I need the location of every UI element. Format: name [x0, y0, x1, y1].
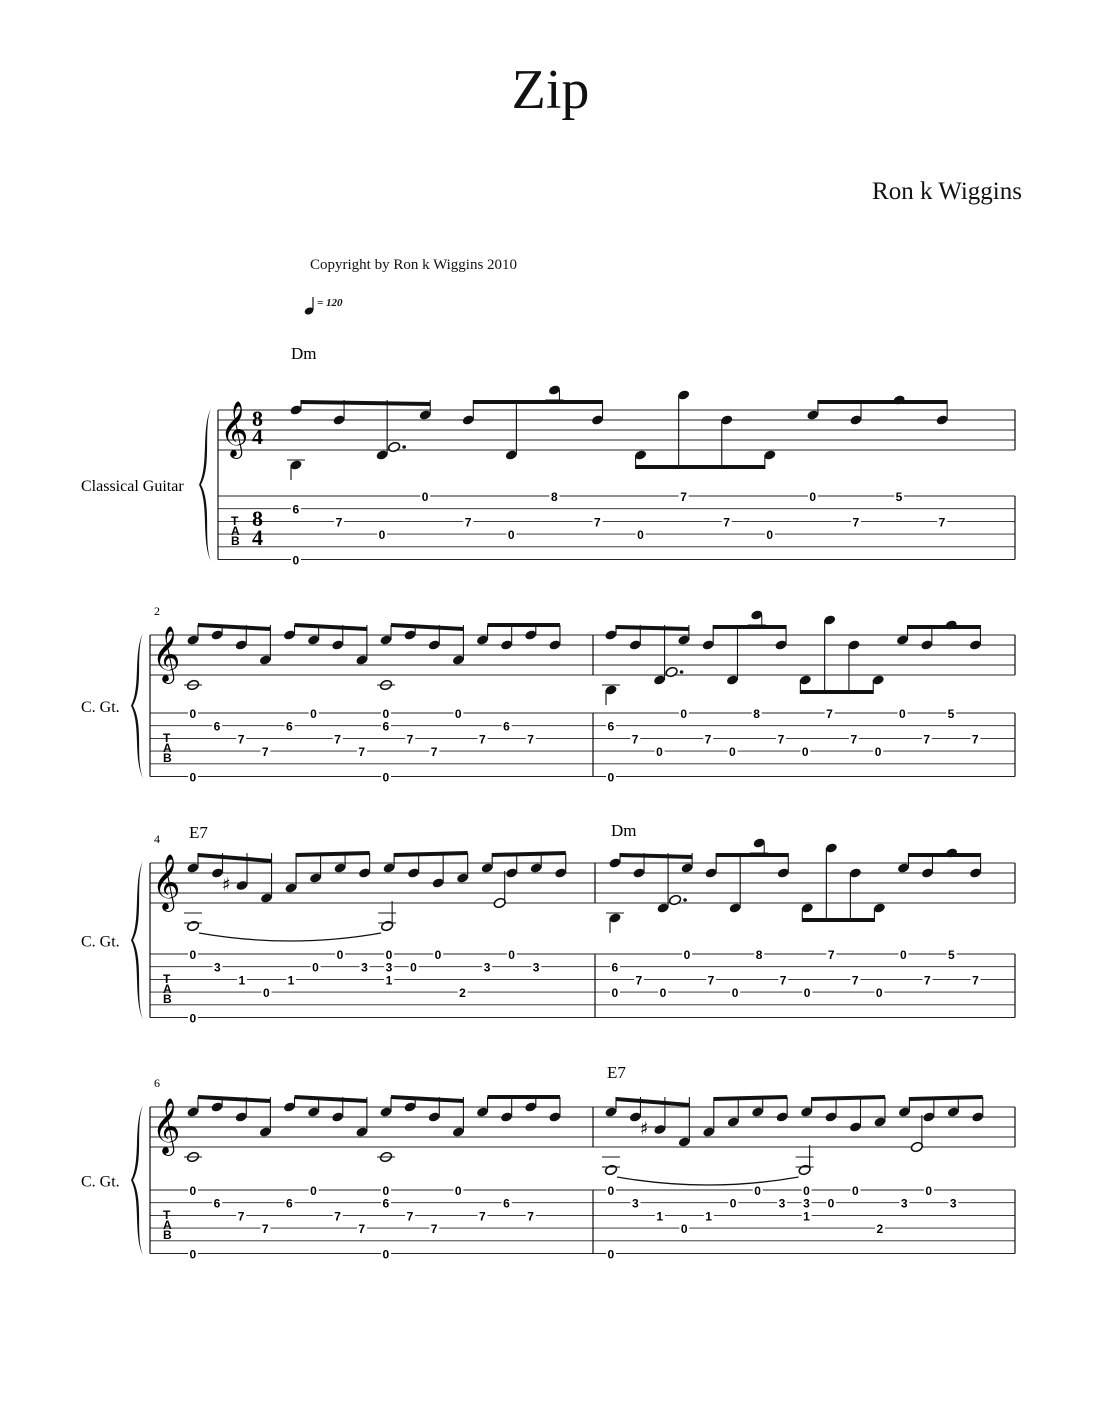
note-beam — [714, 1095, 787, 1101]
tab-fret-number: 5 — [947, 707, 955, 721]
note-beam — [908, 853, 980, 857]
note-beam — [391, 623, 463, 631]
system-brace — [199, 408, 211, 562]
melody-note — [462, 400, 475, 426]
tab-fret-number: 7 — [479, 732, 486, 747]
bass-note — [387, 441, 405, 453]
chord-symbol: Dm — [291, 344, 317, 363]
tab-fret-number: 0 — [410, 960, 417, 975]
tab-fret-number: 7 — [594, 515, 601, 530]
tab-fret-number: 0 — [189, 770, 197, 785]
tab-fret-number: 0 — [189, 948, 197, 962]
melody-note — [456, 853, 469, 884]
tab-clef-letter: T — [231, 514, 239, 528]
tab-fret-number: 0 — [189, 1247, 197, 1262]
tab-fret-number: 7 — [938, 515, 946, 530]
melody-note — [824, 1097, 837, 1123]
bar-number: 4 — [154, 832, 160, 846]
melody-note — [971, 1097, 984, 1123]
melody-note — [309, 853, 322, 884]
melody-note — [505, 853, 518, 879]
tab-fret-number: 7 — [464, 515, 472, 530]
tab-fret-number: 1 — [238, 973, 246, 988]
note-beam — [800, 690, 873, 694]
melody-note — [554, 853, 567, 879]
tab-fret-number: 6 — [503, 719, 510, 734]
tab-fret-number: 3 — [483, 960, 491, 975]
instrument-name: C. Gt. — [81, 699, 120, 716]
tab-fret-number: 0 — [434, 948, 442, 962]
tab-fret-number: 7 — [406, 1209, 414, 1224]
melody-note — [431, 853, 444, 889]
bass-note — [602, 1157, 620, 1176]
tab-fret-number: 0 — [729, 1196, 737, 1211]
tab-fret-number: 2 — [459, 986, 466, 1001]
tab-time-signature-top: 8 — [252, 506, 263, 531]
tab-fret-number: 7 — [527, 732, 534, 747]
tab-fret-number: 7 — [237, 1209, 245, 1224]
melody-note — [283, 1097, 296, 1113]
tab-fret-number: 3 — [778, 1196, 786, 1211]
note-beam — [296, 851, 370, 857]
tab-clef-letter: A — [163, 741, 172, 755]
bass-note — [377, 679, 395, 691]
sharp-accidental: ♯ — [222, 874, 231, 896]
tab-fret-number: 0 — [382, 1247, 390, 1262]
note-head — [186, 920, 199, 932]
melody-note — [922, 1097, 935, 1123]
inner-note — [910, 1115, 923, 1153]
tab-fret-number: 0 — [310, 1184, 317, 1198]
tab-fret-number: 0 — [656, 745, 663, 760]
tab-fret-number: 0 — [378, 528, 386, 543]
melody-note — [825, 842, 838, 922]
tab-fret-number: 0 — [803, 986, 811, 1001]
tab-fret-number: 6 — [503, 1196, 510, 1211]
tab-fret-number: 0 — [801, 745, 809, 760]
melody-note — [545, 384, 563, 400]
melody-note — [873, 1097, 886, 1128]
melody-note — [500, 1097, 513, 1123]
tab-fret-number: 0 — [382, 770, 390, 785]
note-beam — [908, 625, 981, 629]
tab-fret-number: 0 — [189, 1184, 197, 1198]
tab-clef-letter: A — [231, 524, 240, 538]
tab-fret-number: 7 — [335, 515, 343, 530]
note-beam — [616, 625, 689, 631]
tab-fret-number: 1 — [287, 973, 295, 988]
note-beam — [636, 465, 765, 469]
score-title: Zip — [511, 59, 590, 121]
tab-fret-number: 1 — [656, 1209, 664, 1224]
tempo-value: = 120 — [317, 297, 343, 309]
tab-fret-number: 1 — [803, 1209, 810, 1224]
note-head — [387, 441, 400, 453]
tab-fret-number: 7 — [334, 1209, 341, 1224]
melody-note — [500, 625, 513, 651]
tab-fret-number: 7 — [527, 1209, 534, 1224]
tab-fret-number: 7 — [779, 973, 787, 988]
tab-fret-number: 0 — [508, 948, 515, 962]
augmentation-dot — [680, 670, 684, 674]
tab-fret-number: 6 — [292, 502, 300, 517]
tab-clef-letter: T — [163, 1208, 171, 1222]
tab-fret-number: 6 — [382, 719, 390, 734]
tab-fret-number: 6 — [286, 1196, 293, 1211]
tab-fret-number: 0 — [925, 1184, 933, 1198]
tab-fret-number: 7 — [707, 973, 715, 988]
note-beam — [295, 1095, 367, 1103]
instrument-name: C. Gt. — [81, 933, 120, 951]
melody-note — [701, 625, 714, 651]
tab-fret-number: 7 — [972, 973, 979, 988]
tab-fret-number: 0 — [385, 948, 393, 962]
tab-fret-number: 0 — [507, 528, 515, 543]
tab-fret-number: 3 — [214, 960, 221, 975]
tab-fret-number: 0 — [809, 490, 817, 504]
tab-fret-number: 0 — [292, 553, 300, 568]
tab-fret-number: 8 — [550, 490, 558, 504]
tab-fret-number: 7 — [923, 732, 931, 747]
tab-fret-number: 7 — [924, 973, 931, 988]
melody-note — [763, 449, 776, 469]
tab-fret-number: 7 — [358, 1222, 366, 1237]
system-brace — [131, 633, 143, 779]
melody-note — [289, 400, 302, 416]
tab-fret-number: 0 — [607, 1247, 615, 1262]
tab-time-signature-bottom: 4 — [252, 525, 263, 550]
tab-fret-number: 0 — [607, 1184, 615, 1198]
melody-note — [524, 625, 537, 641]
melody-note — [677, 389, 690, 469]
note-beam — [909, 1095, 982, 1101]
tab-fret-number: 7 — [261, 1222, 269, 1237]
tab-fret-number: 7 — [851, 973, 859, 988]
tab-fret-number: 3 — [803, 1196, 810, 1211]
tab-fret-number: 0 — [683, 948, 691, 962]
tab-fret-number: 0 — [680, 1222, 688, 1237]
tie — [199, 933, 381, 941]
tab-fret-number: 5 — [895, 490, 903, 504]
melody-note — [849, 867, 862, 922]
tab-fret-number: 0 — [637, 528, 644, 543]
tab-fret-number: 6 — [607, 719, 615, 734]
augmentation-dot — [683, 898, 687, 902]
tab-fret-number: 1 — [705, 1209, 712, 1224]
instrument-name: Classical Guitar — [81, 478, 184, 495]
tab-fret-number: 0 — [189, 1011, 197, 1026]
melody-note — [604, 625, 617, 641]
tab-fret-number: 3 — [631, 1196, 639, 1211]
tab-fret-number: 3 — [532, 960, 540, 975]
system-brace — [131, 1105, 143, 1256]
note-beam — [713, 625, 786, 629]
melody-note — [720, 414, 733, 469]
tab-fret-number: 7 — [406, 732, 414, 747]
tab-fret-number: 0 — [607, 770, 615, 785]
bass-note — [668, 894, 686, 906]
tab-fret-number: 7 — [777, 732, 785, 747]
sharp-accidental: ♯ — [639, 1118, 649, 1140]
bass-note — [377, 1151, 395, 1163]
tab-fret-number: 7 — [237, 732, 245, 747]
tab-fret-number: 0 — [659, 986, 667, 1001]
melody-note — [847, 639, 860, 694]
tab-fret-number: 0 — [382, 707, 390, 721]
tab-fret-number: 0 — [312, 960, 319, 975]
tab-fret-number: 7 — [680, 490, 687, 504]
bass-note — [184, 679, 202, 691]
tab-fret-number: 6 — [382, 1196, 390, 1211]
time-signature-top: 8 — [252, 406, 263, 431]
tab-clef-letter: A — [163, 1218, 172, 1232]
tab-fret-number: 7 — [261, 745, 269, 760]
tab-fret-number: 0 — [421, 490, 429, 504]
instrument-name: C. Gt. — [81, 1173, 120, 1191]
tab-clef-letter: A — [163, 982, 172, 996]
note-beam — [620, 853, 692, 859]
note-beam — [488, 623, 560, 627]
note-beam — [716, 853, 788, 857]
tab-clef-letter: B — [231, 534, 240, 548]
melody-note — [407, 853, 420, 879]
tab-fret-number: 1 — [385, 973, 393, 988]
melody-note — [548, 1097, 561, 1123]
tab-fret-number: 6 — [286, 719, 293, 734]
tab-fret-number: 3 — [361, 960, 368, 975]
tab-fret-number: 0 — [454, 1184, 462, 1198]
melody-note — [873, 902, 886, 922]
note-beam — [473, 400, 602, 404]
treble-clef-icon: 𝄞 — [152, 854, 181, 910]
note-beam — [812, 1095, 885, 1101]
tab-fret-number: 7 — [479, 1209, 486, 1224]
note-beam — [818, 400, 947, 404]
composer-name: Ron k Wiggins — [872, 178, 1022, 205]
tab-fret-number: 7 — [852, 515, 860, 530]
system-brace — [131, 861, 143, 1020]
tab-fret-number: 0 — [852, 1184, 859, 1198]
note-beam — [198, 853, 272, 863]
tab-fret-number: 7 — [723, 515, 730, 530]
bass-note — [796, 1145, 814, 1176]
tab-fret-number: 7 — [358, 745, 366, 760]
copyright-notice: Copyright by Ron k Wiggins 2010 — [310, 257, 518, 273]
melody-note — [548, 625, 561, 651]
bass-note — [665, 666, 683, 678]
bass-note — [184, 913, 202, 932]
tab-fret-number: 0 — [875, 986, 883, 1001]
melody-note — [608, 853, 621, 869]
note-head — [665, 666, 678, 678]
chord-symbol: E7 — [607, 1063, 626, 1082]
tab-fret-number: 0 — [754, 1184, 761, 1198]
tab-fret-number: 7 — [635, 973, 643, 988]
tab-fret-number: 0 — [310, 707, 317, 721]
tab-fret-number: 6 — [611, 960, 619, 975]
augmentation-dot — [402, 445, 406, 449]
note-beam — [616, 1097, 689, 1107]
time-signature-bottom: 4 — [252, 424, 263, 449]
tab-fret-number: 0 — [611, 986, 619, 1001]
note-beam — [295, 623, 367, 631]
tab-fret-number: 0 — [336, 948, 344, 962]
tab-fret-number: 8 — [755, 948, 763, 962]
note-beam — [198, 1095, 270, 1103]
tab-clef-letter: T — [163, 731, 171, 745]
melody-note — [358, 853, 371, 879]
chord-symbol: E7 — [189, 823, 208, 842]
tab-fret-number: 0 — [766, 528, 774, 543]
tab-fret-number: 2 — [876, 1222, 884, 1237]
tab-fret-number: 7 — [826, 707, 833, 721]
inner-note — [493, 871, 506, 909]
melody-note — [849, 1097, 862, 1133]
tab-fret-number: 0 — [899, 948, 907, 962]
tab-fret-number: 7 — [850, 732, 858, 747]
tab-fret-number: 0 — [189, 707, 197, 721]
tab-fret-number: 7 — [827, 948, 835, 962]
treble-clef-icon: 𝄞 — [152, 1098, 181, 1154]
chord-symbol: Dm — [611, 821, 637, 840]
melody-note — [524, 1097, 537, 1113]
note-beam — [492, 851, 566, 857]
melody-note — [748, 609, 766, 625]
note-beam — [802, 918, 874, 922]
tab-fret-number: 0 — [731, 986, 739, 1001]
tab-fret-number: 0 — [728, 745, 736, 760]
tab-fret-number: 7 — [704, 732, 712, 747]
bass-note — [287, 459, 305, 480]
bass-note — [184, 1151, 202, 1163]
tab-fret-number: 0 — [454, 707, 462, 721]
tab-fret-number: 6 — [213, 1196, 221, 1211]
tab-fret-number: 3 — [900, 1196, 908, 1211]
bar-number: 6 — [154, 1076, 160, 1090]
tab-fret-number: 0 — [899, 707, 906, 721]
treble-clef-icon: 𝄞 — [152, 626, 181, 682]
tab-fret-number: 0 — [874, 745, 882, 760]
tab-fret-number: 0 — [382, 1184, 390, 1198]
melody-note — [283, 625, 296, 641]
tab-clef-letter: B — [163, 992, 172, 1006]
melody-note — [823, 614, 836, 694]
tab-clef-letter: T — [163, 972, 171, 986]
tab-fret-number: 0 — [263, 986, 270, 1001]
note-beam — [394, 851, 468, 857]
melody-note — [750, 837, 768, 853]
tab-fret-number: 7 — [430, 1222, 438, 1237]
melody-note — [727, 1097, 740, 1128]
tie — [617, 1177, 799, 1185]
tab-fret-number: 0 — [680, 707, 688, 721]
tab-fret-number: 6 — [213, 719, 221, 734]
tab-fret-number: 3 — [949, 1196, 957, 1211]
tab-fret-number: 5 — [948, 948, 955, 962]
tab-fret-number: 0 — [827, 1196, 835, 1211]
tab-fret-number: 7 — [430, 745, 438, 760]
note-beam — [198, 623, 270, 631]
note-head — [668, 894, 681, 906]
tab-fret-number: 7 — [334, 732, 341, 747]
note-beam — [488, 1095, 560, 1099]
tab-fret-number: 3 — [385, 960, 393, 975]
bar-number: 2 — [154, 604, 160, 618]
tab-clef-letter: B — [163, 1228, 172, 1242]
melody-note — [872, 674, 885, 694]
tab-fret-number: 8 — [753, 707, 760, 721]
treble-clef-icon: 𝄞 — [220, 401, 249, 457]
tab-fret-number: 7 — [631, 732, 639, 747]
note-beam — [301, 400, 430, 406]
tab-clef-letter: B — [163, 751, 172, 765]
melody-note — [775, 1097, 788, 1123]
bass-note — [378, 901, 396, 932]
tab-fret-number: 0 — [803, 1184, 810, 1198]
bass-note — [606, 912, 624, 933]
melody-note — [704, 853, 717, 879]
bass-note — [602, 684, 620, 705]
tab-fret-number: 7 — [971, 732, 979, 747]
note-beam — [391, 1095, 463, 1103]
note-head — [604, 1164, 617, 1176]
